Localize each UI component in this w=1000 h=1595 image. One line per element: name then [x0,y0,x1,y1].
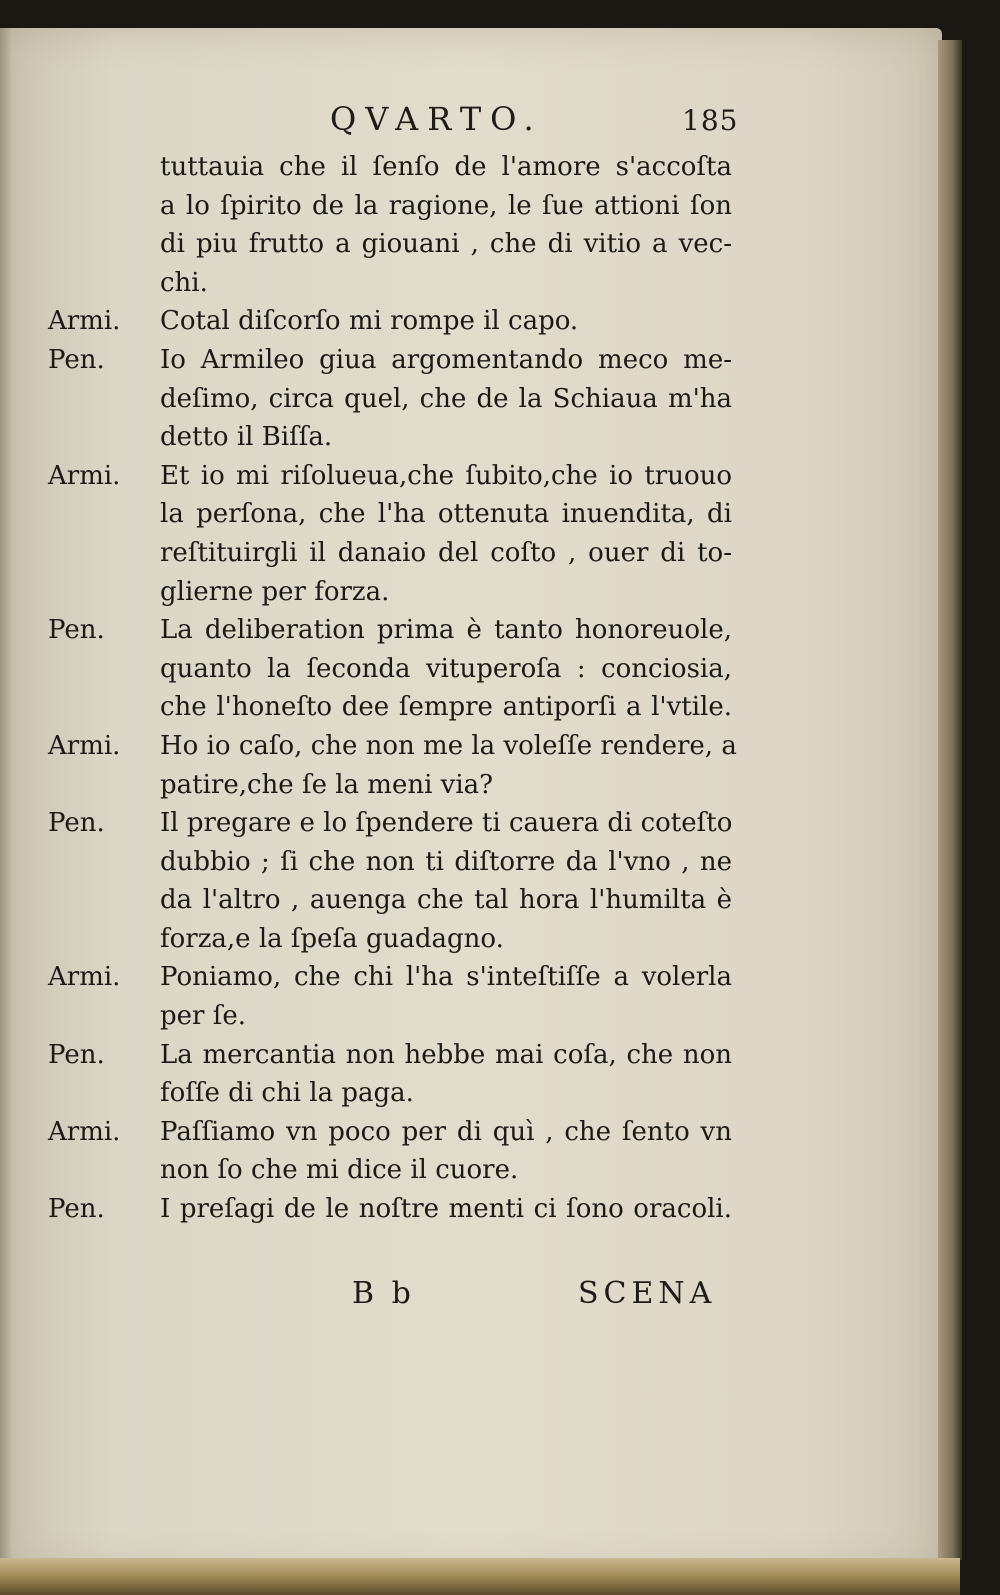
line-text: la perſona, che l'ha ottenuta inuendita, di [160,499,732,530]
text-line [48,1151,748,1190]
line-text: Cotal diſcorſo mi rompe il capo. [160,306,579,337]
text-line [48,766,748,805]
line-text: Ho io caſo, che non me la voleſſe rendere, a [160,730,737,761]
line-text: da l'altro , auenga che tal hora l'humilta è [160,885,732,916]
line-text: non ſo che mi dice il cuore. [160,1155,519,1186]
speaker-label: Armi. [48,306,121,337]
line-text: tuttauia che il ſenſo de l'amore s'accoſta [160,152,732,182]
line-text: Et io mi riſolueua,che ſubito,che io truouo [160,460,732,491]
catchword: SCENA [578,1276,717,1311]
speaker-label: Pen. [48,1194,105,1225]
text-line [48,958,748,997]
text-line [48,881,748,920]
line-text: dubbio ; ſi che non ti diſtorre da l'vno , ne [160,846,732,877]
line-text: che l'honeſto dee ſempre antiporſi a l'vtile. [160,692,732,723]
speaker-label: Pen. [48,1039,105,1070]
page-left-edge [0,28,12,1573]
speaker-label: Armi. [48,460,121,491]
text-line [48,457,748,496]
speaker-label: Pen. [48,344,105,375]
text-line [48,1074,748,1113]
line-text: deſimo, circa quel, che de la Schiaua m'ha [160,383,732,414]
running-header [330,100,750,138]
dialogue-text [48,148,748,1229]
speaker-label: Pen. [48,615,105,646]
speaker-label: Armi. [48,1116,121,1147]
header-title: QVARTO. [330,100,543,138]
text-line [48,225,748,264]
line-text: foſſe di chi la paga. [160,1078,414,1109]
line-text: forza,e la ſpeſa guadagno. [160,923,504,954]
line-text: Il pregare e lo ſpendere ti cauera di coteſto [160,808,733,839]
page-right-edge [938,40,962,1560]
line-text: glierne per forza. [160,576,390,607]
text-line [48,1113,748,1152]
signature-mark: B b [352,1276,415,1311]
line-text: Io Armileo giua argomentando meco me- [160,344,732,375]
text-line [48,573,748,612]
speaker-label: Pen. [48,808,105,839]
text-line [48,148,748,187]
text-line [48,650,748,689]
line-text: di piu frutto a giouani , che di vitio a vec- [160,229,732,260]
line-text: La mercantia non hebbe mai coſa, che non [160,1039,732,1070]
line-text: chi. [160,267,208,298]
text-line [48,843,748,882]
text-line [48,997,748,1036]
line-text: a lo ſpirito de la ragione, le ſue attioni ſon [160,190,732,221]
text-line [48,688,748,727]
page-number: 185 [682,104,739,137]
line-text: I preſagi de le noſtre menti ci ſono oracoli. [160,1194,732,1225]
text-line [48,804,748,843]
speaker-label: Armi. [48,962,121,993]
text-line [48,534,748,573]
text-line [48,418,748,457]
line-text: detto il Biſſa. [160,422,333,453]
text-line [48,341,748,380]
text-line [48,1190,748,1229]
line-text: quanto la ſeconda vituperoſa : conciosia, [160,653,732,684]
text-line [48,1036,748,1075]
text-line [48,264,748,303]
line-text: per ſe. [160,1001,246,1032]
page-bottom-edge [0,1558,960,1595]
text-line [48,611,748,650]
text-line [48,727,748,766]
line-text: Poniamo, che chi l'ha s'inteſtiſſe a volerla [160,962,732,993]
line-text: reſtituirgli il danaio del coſto , ouer di to- [160,537,732,568]
text-line [48,380,748,419]
text-line [48,187,748,226]
text-line [48,302,748,341]
line-text: patire,che ſe la meni via? [160,769,494,800]
speaker-label: Armi. [48,730,121,761]
line-text: Paſſiamo vn poco per di quì , che ſento vn [160,1116,732,1147]
text-line [48,495,748,534]
line-text: La deliberation prima è tanto honoreuole, [160,615,732,646]
text-line [48,920,748,959]
